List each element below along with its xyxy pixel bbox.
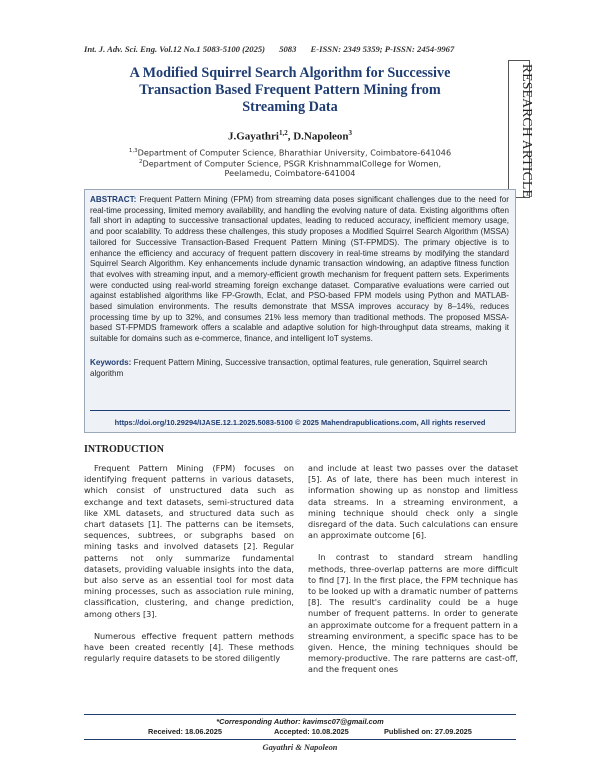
author-name: D.Napoleon xyxy=(293,130,349,143)
author-separator: , xyxy=(287,130,294,143)
journal-citation: Int. J. Adv. Sci. Eng. Vol.12 No.1 5083-5100 (2025) xyxy=(84,44,266,54)
divider xyxy=(84,739,516,740)
left-column xyxy=(84,463,294,675)
abstract-label: ABSTRACT: xyxy=(90,195,137,204)
author-list xyxy=(90,129,490,143)
keywords-body: Frequent Pattern Mining, Successive transaction, optimal features, rule generation, Squirrel search algorithm xyxy=(90,358,488,378)
affil-mark: 1,3 xyxy=(128,148,138,154)
paragraph: and include at least two passes over the dataset [5]. As of late, there has been much interest in information showing up as nonstop and limitless data streams. In a streaming environment, a mining technique should check only a single disregard of the data. Such calculations can ensure an approximate outcome [6]. xyxy=(308,463,518,541)
paragraph: Frequent Pattern Mining (FPM) focuses on identifying frequent patterns in various datasets, which consist of unstructured data such as exchange and text datasets, semi-structured data like XML datasets, and structured data such as chart datasets [1]. The patterns can be itemsets, sequences, subtrees, or subgraphs based on mining tasks and involved datasets [2]. Regular patterns not only summarize fundamental datasets, providing valuable insights into the data, but also serve as an essential tool for most data mining processes, such as association rule mining, classification, clustering, and change prediction, among others [3]. xyxy=(84,463,294,619)
author-affil-mark: 3 xyxy=(348,129,353,137)
abstract xyxy=(90,195,509,345)
corresponding-author: *Corresponding Author: kavimsc07@gmail.com xyxy=(216,717,384,726)
received-date: Received: 18.06.2025 xyxy=(148,727,222,736)
keywords-label: Keywords: xyxy=(90,358,132,367)
running-footer: Gayathri & Napoleon xyxy=(262,743,338,752)
keywords xyxy=(90,357,509,379)
affil-text: Department of Computer Science, PSGR KrishnammalCollege for Women, xyxy=(142,158,442,169)
title-line: Transaction Based Frequent Pattern Mining from xyxy=(139,82,441,98)
title-line: A Modified Squirrel Search Algorithm for Successive xyxy=(129,65,451,81)
divider xyxy=(84,714,516,715)
paragraph: In contrast to standard stream handling methods, three-overlap patterns are more difficult to find [7]. In the first place, the FPM technique has to be looked up with a dramatic number of patterns [8]. The result's cardinality could be a huge number of frequent patterns. In order to generate an approximate outcome for a frequent pattern in a streaming environment, a specific space has to be given. Hence, the mining techniques should be memory-productive. The rare patterns are cast-off, and the frequent ones xyxy=(308,552,519,675)
affil-text: Department of Computer Science, Bharathiar University, Coimbatore-641046 xyxy=(137,147,452,158)
journal-header xyxy=(84,44,524,54)
page-number: 5083 xyxy=(279,44,297,54)
author-name: J.Gayathri xyxy=(227,130,279,143)
affiliation-line: Peelamedu, Coimbatore-641004 xyxy=(224,168,356,178)
paragraph: Numerous effective frequent pattern methods have been created recently [4]. These methods regularly require datasets to be stored diligently xyxy=(84,630,294,664)
affil-mark: 2 xyxy=(138,159,143,165)
article-type-label: RESEARCH ARTICLE xyxy=(520,64,535,199)
right-column xyxy=(308,463,518,687)
section-heading: INTRODUCTION xyxy=(84,444,165,455)
accepted-date: Accepted: 10.08.2025 xyxy=(274,727,349,736)
published-date: Published on: 27.09.2025 xyxy=(384,727,472,736)
paper-title xyxy=(90,65,490,116)
author-affil-mark: 1,2 xyxy=(278,129,288,137)
issn: E-ISSN: 2349 5359; P-ISSN: 2454-9967 xyxy=(310,44,455,54)
abstract-body: Frequent Pattern Mining (FPM) from streaming data poses significant challenges due to the need for real-time processing, limited memory availability, and handling the evolving nature of data. Existing algorithms often fall short in adapting to successive transactional updates, leading to reduced accuracy, inefficient memory usage, and poor scalability. To address these challenges, this study proposes a Modified Squirrel Search Algorithm (MSSA) tailored for Successive Transaction-Based Frequent Pattern Mining (ST-FPMDS). The primary objective is to enhance the efficiency and accuracy of frequent pattern discovery in real-time streams by modifying the standard Squirrel Search Algorithm. Key enhancements include dynamic transaction windowing, an adaptive fitness function that evolves with streaming input, and a memory-efficient growth mechanism for frequent pattern sets. Experiments were conducted using real-world streaming foreign exchange dataset. Comparative evaluations were carried out against established algorithms like FP-Growth, Eclat, and PSO-based FPM models using Python and MATLAB-based simulation environments. The results demonstrate that MSSA improves accuracy by 8–14%, reduces processing time by up to 32%, and consumes 21% less memory than traditional methods. The proposed MSSA-based ST-FPMDS framework offers a scalable and adaptive solution for high-throughput data streams, making it suitable for domains such as e-commerce, finance, and intelligent IoT systems. xyxy=(90,195,509,344)
divider xyxy=(90,410,510,411)
doi-link[interactable]: https://doi.org/10.29294/IJASE.12.1.2025.5083-5100 © 2025 Mahendrapublications.com, All rights reserved xyxy=(114,418,486,427)
title-line: Streaming Data xyxy=(242,99,338,115)
